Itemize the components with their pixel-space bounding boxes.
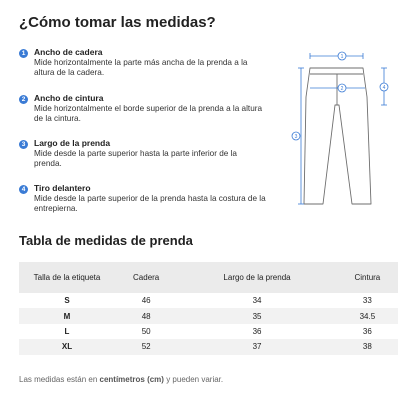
step-description: Mide horizontalmente el borde superior de la prenda a la altura de la cintura. bbox=[34, 104, 263, 123]
waist-cell: 38 bbox=[337, 339, 398, 354]
marker-4: 4 bbox=[382, 84, 386, 91]
units-note-before: Las medidas están en bbox=[19, 375, 100, 384]
waist-cell: 34.5 bbox=[337, 308, 398, 323]
length-cell: 34 bbox=[252, 296, 262, 306]
marker-2: 2 bbox=[340, 85, 344, 92]
header-length: Largo de la prenda bbox=[177, 262, 336, 293]
size-table-title: Tabla de medidas de prenda bbox=[19, 233, 193, 248]
units-note-after: y pueden variar. bbox=[163, 375, 224, 384]
header-hip: Cadera bbox=[115, 262, 177, 293]
table-row bbox=[19, 324, 398, 339]
size-cell: XL bbox=[19, 339, 115, 354]
hip-cell: 52 bbox=[115, 339, 177, 354]
step-number-badge: 4 bbox=[19, 185, 28, 194]
hip-cell: 50 bbox=[141, 326, 151, 336]
hip-cell: 46 bbox=[141, 296, 151, 306]
size-table bbox=[19, 262, 398, 355]
step-number-badge: 2 bbox=[19, 95, 28, 104]
length-cell: 36 bbox=[252, 326, 262, 336]
step-description: Mide desde la parte superior hasta la parte inferior de la prenda. bbox=[34, 149, 237, 168]
units-note bbox=[19, 375, 223, 384]
size-cell: L bbox=[64, 326, 70, 336]
table-row bbox=[19, 308, 398, 323]
table-header-row bbox=[19, 262, 398, 293]
step-title: Ancho de cadera bbox=[34, 47, 103, 57]
marker-3: 3 bbox=[294, 133, 298, 140]
step-title: Tiro delantero bbox=[34, 183, 91, 193]
step-description: Mide desde la parte superior de la prenda hasta la costura de la entrepierna. bbox=[34, 194, 266, 213]
pants-silhouette bbox=[304, 68, 371, 204]
length-cell: 37 bbox=[177, 339, 336, 354]
waist-cell: 33 bbox=[362, 296, 372, 306]
length-cell: 35 bbox=[177, 308, 336, 323]
step-title: Ancho de cintura bbox=[34, 93, 104, 103]
pants-outline bbox=[304, 68, 371, 204]
marker-1: 1 bbox=[340, 53, 344, 60]
hip-cell: 48 bbox=[115, 308, 177, 323]
step-number-badge: 1 bbox=[19, 49, 28, 58]
size-cell: M bbox=[19, 308, 115, 323]
waist-cell: 36 bbox=[362, 326, 372, 336]
table-row bbox=[19, 293, 398, 308]
size-cell: S bbox=[64, 296, 70, 306]
header-waist: Cintura bbox=[337, 262, 398, 293]
pants-measurement-diagram bbox=[287, 47, 399, 219]
header-size-label: Talla de la etiqueta bbox=[19, 262, 115, 293]
step-description: Mide horizontalmente la parte más ancha de la prenda a la altura de la cadera. bbox=[34, 58, 248, 77]
step-number-badge: 3 bbox=[19, 140, 28, 149]
units-note-emphasis: centímetros (cm) bbox=[99, 375, 164, 384]
page-title: ¿Cómo tomar las medidas? bbox=[19, 14, 216, 31]
step-title: Largo de la prenda bbox=[34, 138, 111, 148]
table-row bbox=[19, 339, 398, 354]
